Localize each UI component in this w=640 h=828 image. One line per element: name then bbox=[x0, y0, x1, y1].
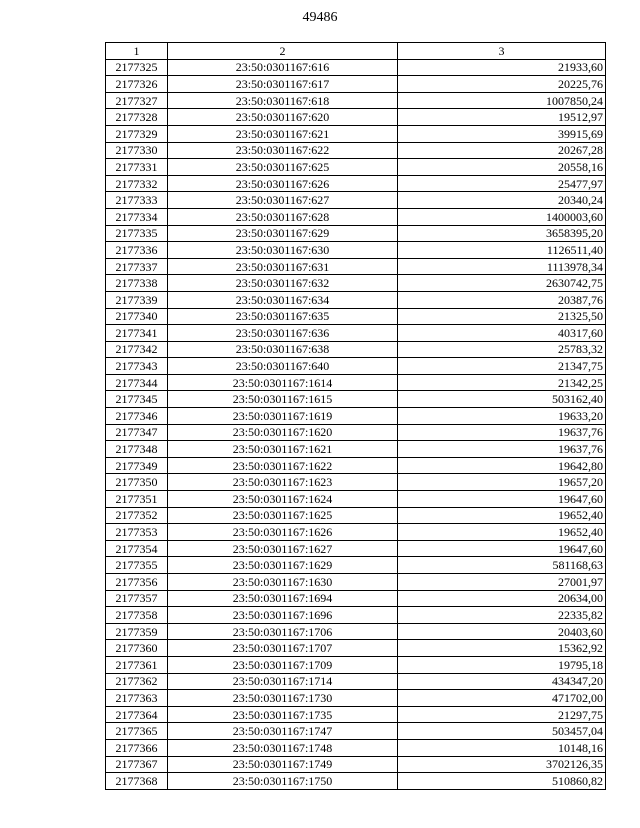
record-number-cell: 2177367 bbox=[106, 756, 168, 773]
cadastral-number-cell: 23:50:0301167:1621 bbox=[168, 441, 398, 458]
record-number-cell: 2177334 bbox=[106, 208, 168, 225]
table-row bbox=[106, 391, 606, 408]
table-row bbox=[106, 607, 606, 624]
table-row bbox=[106, 59, 606, 76]
value-cell: 15362,92 bbox=[398, 640, 606, 657]
record-number-cell: 2177352 bbox=[106, 507, 168, 524]
table-row bbox=[106, 275, 606, 292]
cadastral-number-cell: 23:50:0301167:1615 bbox=[168, 391, 398, 408]
cadastral-number-cell: 23:50:0301167:625 bbox=[168, 159, 398, 176]
table-row bbox=[106, 524, 606, 541]
value-cell: 21347,75 bbox=[398, 358, 606, 375]
record-number-cell: 2177327 bbox=[106, 92, 168, 109]
cadastral-number-cell: 23:50:0301167:1624 bbox=[168, 491, 398, 508]
record-number-cell: 2177342 bbox=[106, 341, 168, 358]
record-number-cell: 2177363 bbox=[106, 690, 168, 707]
value-cell: 1400003,60 bbox=[398, 208, 606, 225]
value-cell: 20387,76 bbox=[398, 291, 606, 308]
table-row bbox=[106, 225, 606, 242]
cadastral-number-cell: 23:50:0301167:634 bbox=[168, 291, 398, 308]
cadastral-number-cell: 23:50:0301167:1707 bbox=[168, 640, 398, 657]
table-row bbox=[106, 756, 606, 773]
value-cell: 19637,76 bbox=[398, 441, 606, 458]
table-row bbox=[106, 325, 606, 342]
column-header-2: 2 bbox=[168, 43, 398, 60]
record-number-cell: 2177355 bbox=[106, 557, 168, 574]
record-number-cell: 2177328 bbox=[106, 109, 168, 126]
table-row bbox=[106, 773, 606, 790]
table-row bbox=[106, 640, 606, 657]
cadastral-number-cell: 23:50:0301167:618 bbox=[168, 92, 398, 109]
cadastral-number-cell: 23:50:0301167:1709 bbox=[168, 656, 398, 673]
cadastral-number-cell: 23:50:0301167:1748 bbox=[168, 739, 398, 756]
record-number-cell: 2177357 bbox=[106, 590, 168, 607]
table-row bbox=[106, 76, 606, 93]
table-row bbox=[106, 557, 606, 574]
table-row bbox=[106, 159, 606, 176]
table-row bbox=[106, 441, 606, 458]
cadastral-number-cell: 23:50:0301167:1627 bbox=[168, 540, 398, 557]
cadastral-number-cell: 23:50:0301167:1696 bbox=[168, 607, 398, 624]
cadastral-number-cell: 23:50:0301167:620 bbox=[168, 109, 398, 126]
value-cell: 25783,32 bbox=[398, 341, 606, 358]
record-number-cell: 2177325 bbox=[106, 59, 168, 76]
cadastral-number-cell: 23:50:0301167:640 bbox=[168, 358, 398, 375]
value-cell: 503457,04 bbox=[398, 723, 606, 740]
table-row bbox=[106, 507, 606, 524]
table-row bbox=[106, 540, 606, 557]
cadastral-number-cell: 23:50:0301167:1694 bbox=[168, 590, 398, 607]
table-row bbox=[106, 706, 606, 723]
value-cell: 1113978,34 bbox=[398, 258, 606, 275]
value-cell: 471702,00 bbox=[398, 690, 606, 707]
cadastral-number-cell: 23:50:0301167:627 bbox=[168, 192, 398, 209]
table-row bbox=[106, 590, 606, 607]
value-cell: 21297,75 bbox=[398, 706, 606, 723]
cadastral-number-cell: 23:50:0301167:1747 bbox=[168, 723, 398, 740]
table-header bbox=[106, 43, 606, 60]
value-cell: 19637,76 bbox=[398, 424, 606, 441]
record-number-cell: 2177335 bbox=[106, 225, 168, 242]
value-cell: 20558,16 bbox=[398, 159, 606, 176]
record-number-cell: 2177361 bbox=[106, 656, 168, 673]
record-number-cell: 2177368 bbox=[106, 773, 168, 790]
cadastral-number-cell: 23:50:0301167:1626 bbox=[168, 524, 398, 541]
value-cell: 20634,00 bbox=[398, 590, 606, 607]
record-number-cell: 2177340 bbox=[106, 308, 168, 325]
table-row bbox=[106, 457, 606, 474]
record-number-cell: 2177356 bbox=[106, 574, 168, 591]
cadastral-number-cell: 23:50:0301167:629 bbox=[168, 225, 398, 242]
page-number: 49486 bbox=[302, 10, 338, 25]
value-cell: 3702126,35 bbox=[398, 756, 606, 773]
value-cell: 1007850,24 bbox=[398, 92, 606, 109]
value-cell: 10148,16 bbox=[398, 739, 606, 756]
cadastral-number-cell: 23:50:0301167:1735 bbox=[168, 706, 398, 723]
table-row bbox=[106, 723, 606, 740]
table-row bbox=[106, 258, 606, 275]
cadastral-number-cell: 23:50:0301167:638 bbox=[168, 341, 398, 358]
cadastral-number-cell: 23:50:0301167:617 bbox=[168, 76, 398, 93]
table-row bbox=[106, 291, 606, 308]
cadastral-number-cell: 23:50:0301167:1714 bbox=[168, 673, 398, 690]
value-cell: 22335,82 bbox=[398, 607, 606, 624]
value-cell: 434347,20 bbox=[398, 673, 606, 690]
table-row bbox=[106, 491, 606, 508]
value-cell: 19652,40 bbox=[398, 524, 606, 541]
value-cell: 20225,76 bbox=[398, 76, 606, 93]
cadastral-number-cell: 23:50:0301167:1630 bbox=[168, 574, 398, 591]
record-number-cell: 2177346 bbox=[106, 408, 168, 425]
value-cell: 19642,80 bbox=[398, 457, 606, 474]
table-body bbox=[106, 59, 606, 789]
table-row bbox=[106, 424, 606, 441]
record-number-cell: 2177349 bbox=[106, 457, 168, 474]
table-row bbox=[106, 109, 606, 126]
table-row bbox=[106, 358, 606, 375]
cadastral-number-cell: 23:50:0301167:626 bbox=[168, 175, 398, 192]
column-header-3: 3 bbox=[398, 43, 606, 60]
value-cell: 40317,60 bbox=[398, 325, 606, 342]
value-cell: 581168,63 bbox=[398, 557, 606, 574]
record-number-cell: 2177326 bbox=[106, 76, 168, 93]
cadastral-number-cell: 23:50:0301167:1749 bbox=[168, 756, 398, 773]
record-number-cell: 2177329 bbox=[106, 125, 168, 142]
cadastral-number-cell: 23:50:0301167:1730 bbox=[168, 690, 398, 707]
value-cell: 27001,97 bbox=[398, 574, 606, 591]
table-row bbox=[106, 374, 606, 391]
value-cell: 19652,40 bbox=[398, 507, 606, 524]
value-cell: 20267,28 bbox=[398, 142, 606, 159]
value-cell: 19795,18 bbox=[398, 656, 606, 673]
cadastral-number-cell: 23:50:0301167:622 bbox=[168, 142, 398, 159]
value-cell: 19647,60 bbox=[398, 491, 606, 508]
record-number-cell: 2177358 bbox=[106, 607, 168, 624]
value-cell: 20340,24 bbox=[398, 192, 606, 209]
record-number-cell: 2177338 bbox=[106, 275, 168, 292]
cadastral-number-cell: 23:50:0301167:1706 bbox=[168, 623, 398, 640]
value-cell: 21933,60 bbox=[398, 59, 606, 76]
record-number-cell: 2177332 bbox=[106, 175, 168, 192]
value-cell: 19657,20 bbox=[398, 474, 606, 491]
record-number-cell: 2177337 bbox=[106, 258, 168, 275]
value-cell: 19633,20 bbox=[398, 408, 606, 425]
table-row bbox=[106, 408, 606, 425]
record-number-cell: 2177353 bbox=[106, 524, 168, 541]
cadastral-number-cell: 23:50:0301167:1623 bbox=[168, 474, 398, 491]
table-row bbox=[106, 242, 606, 259]
cadastral-number-cell: 23:50:0301167:636 bbox=[168, 325, 398, 342]
record-number-cell: 2177360 bbox=[106, 640, 168, 657]
record-number-cell: 2177364 bbox=[106, 706, 168, 723]
table-row bbox=[106, 125, 606, 142]
cadastral-number-cell: 23:50:0301167:1622 bbox=[168, 457, 398, 474]
table-row bbox=[106, 92, 606, 109]
value-cell: 503162,40 bbox=[398, 391, 606, 408]
cadastral-number-cell: 23:50:0301167:616 bbox=[168, 59, 398, 76]
value-cell: 19647,60 bbox=[398, 540, 606, 557]
cadastral-number-cell: 23:50:0301167:1750 bbox=[168, 773, 398, 790]
value-cell: 39915,69 bbox=[398, 125, 606, 142]
record-number-cell: 2177365 bbox=[106, 723, 168, 740]
record-number-cell: 2177343 bbox=[106, 358, 168, 375]
table-row bbox=[106, 208, 606, 225]
table-row bbox=[106, 574, 606, 591]
record-number-cell: 2177366 bbox=[106, 739, 168, 756]
registry-table bbox=[105, 42, 606, 790]
record-number-cell: 2177331 bbox=[106, 159, 168, 176]
cadastral-number-cell: 23:50:0301167:1619 bbox=[168, 408, 398, 425]
record-number-cell: 2177354 bbox=[106, 540, 168, 557]
cadastral-number-cell: 23:50:0301167:628 bbox=[168, 208, 398, 225]
record-number-cell: 2177359 bbox=[106, 623, 168, 640]
record-number-cell: 2177345 bbox=[106, 391, 168, 408]
table-row bbox=[106, 341, 606, 358]
value-cell: 19512,97 bbox=[398, 109, 606, 126]
cadastral-number-cell: 23:50:0301167:1614 bbox=[168, 374, 398, 391]
value-cell: 21325,50 bbox=[398, 308, 606, 325]
record-number-cell: 2177351 bbox=[106, 491, 168, 508]
table-row bbox=[106, 656, 606, 673]
record-number-cell: 2177339 bbox=[106, 291, 168, 308]
cadastral-number-cell: 23:50:0301167:632 bbox=[168, 275, 398, 292]
value-cell: 1126511,40 bbox=[398, 242, 606, 259]
record-number-cell: 2177333 bbox=[106, 192, 168, 209]
record-number-cell: 2177336 bbox=[106, 242, 168, 259]
table-row bbox=[106, 690, 606, 707]
record-number-cell: 2177341 bbox=[106, 325, 168, 342]
column-header-1: 1 bbox=[106, 43, 168, 60]
cadastral-number-cell: 23:50:0301167:1629 bbox=[168, 557, 398, 574]
header-row bbox=[106, 43, 606, 60]
record-number-cell: 2177348 bbox=[106, 441, 168, 458]
cadastral-number-cell: 23:50:0301167:621 bbox=[168, 125, 398, 142]
record-number-cell: 2177362 bbox=[106, 673, 168, 690]
cadastral-number-cell: 23:50:0301167:630 bbox=[168, 242, 398, 259]
value-cell: 20403,60 bbox=[398, 623, 606, 640]
value-cell: 25477,97 bbox=[398, 175, 606, 192]
table-row bbox=[106, 175, 606, 192]
table-row bbox=[106, 623, 606, 640]
table-row bbox=[106, 739, 606, 756]
cadastral-number-cell: 23:50:0301167:1625 bbox=[168, 507, 398, 524]
record-number-cell: 2177347 bbox=[106, 424, 168, 441]
record-number-cell: 2177330 bbox=[106, 142, 168, 159]
value-cell: 2630742,75 bbox=[398, 275, 606, 292]
table-row bbox=[106, 142, 606, 159]
cadastral-number-cell: 23:50:0301167:631 bbox=[168, 258, 398, 275]
value-cell: 21342,25 bbox=[398, 374, 606, 391]
value-cell: 3658395,20 bbox=[398, 225, 606, 242]
table-row bbox=[106, 474, 606, 491]
value-cell: 510860,82 bbox=[398, 773, 606, 790]
record-number-cell: 2177344 bbox=[106, 374, 168, 391]
table-row bbox=[106, 192, 606, 209]
table-row bbox=[106, 673, 606, 690]
table-row bbox=[106, 308, 606, 325]
cadastral-number-cell: 23:50:0301167:1620 bbox=[168, 424, 398, 441]
record-number-cell: 2177350 bbox=[106, 474, 168, 491]
cadastral-number-cell: 23:50:0301167:635 bbox=[168, 308, 398, 325]
